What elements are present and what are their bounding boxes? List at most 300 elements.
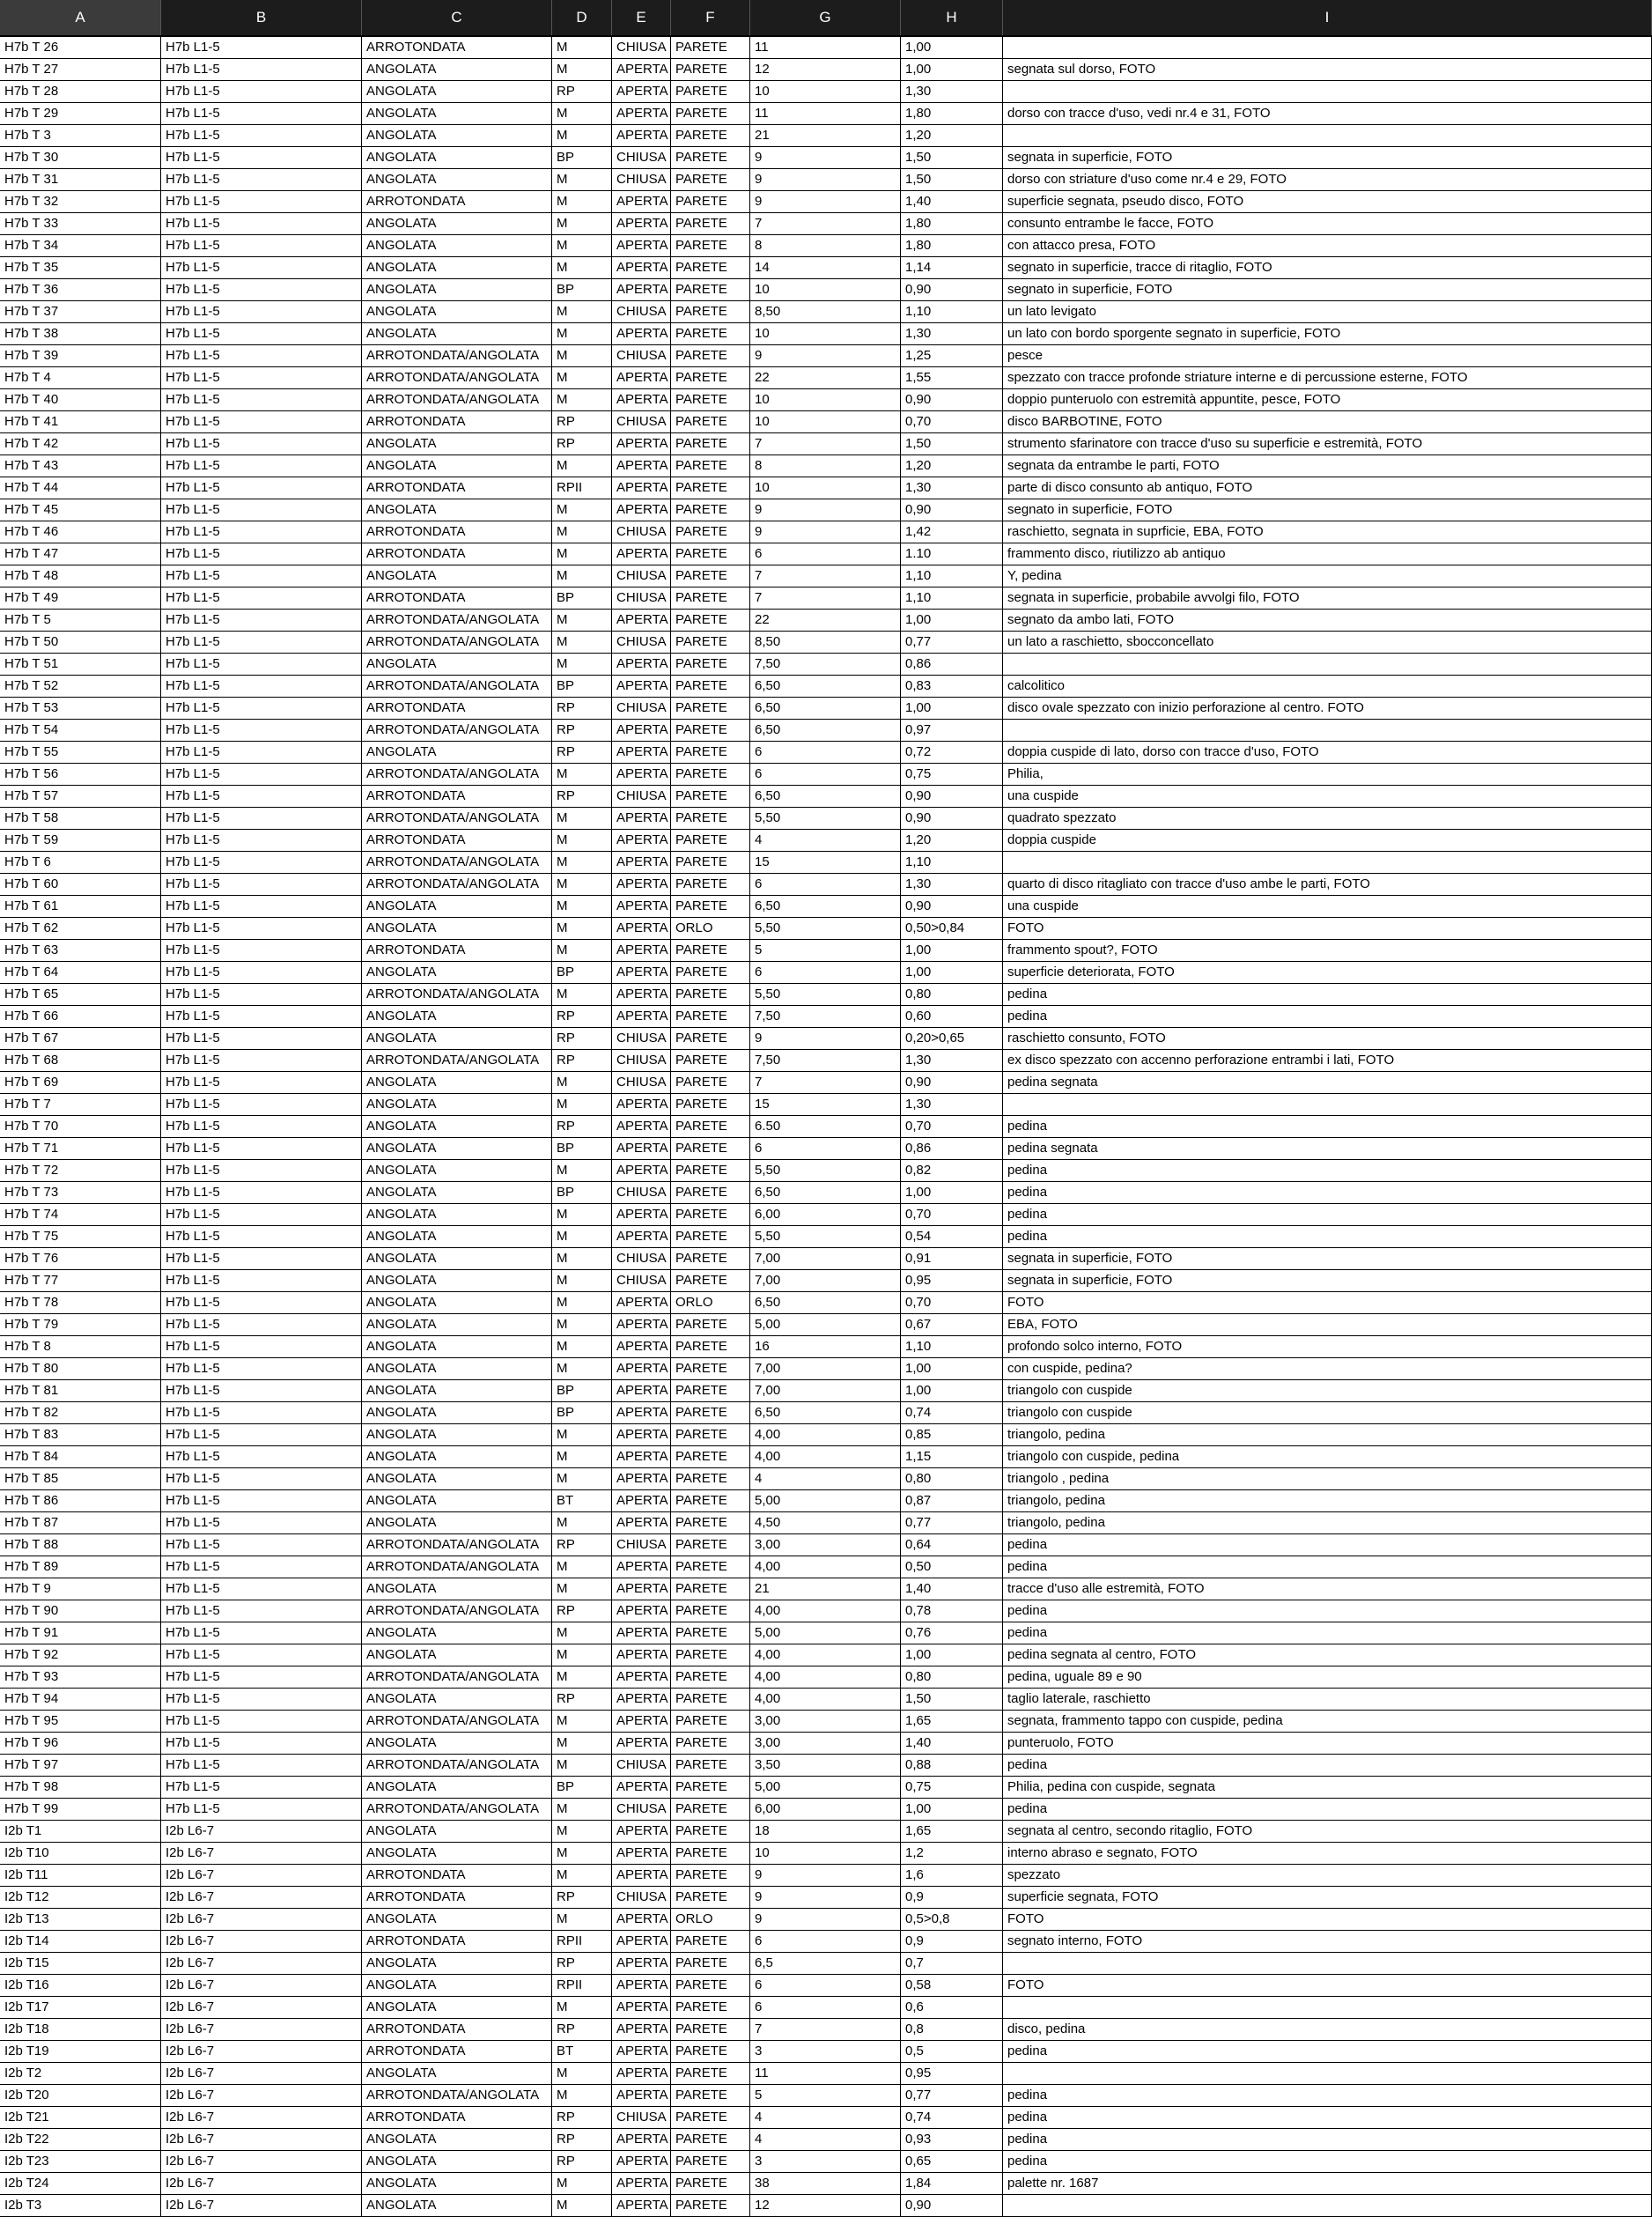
cell-h[interactable]: 1,10 [901,565,1003,587]
cell-e[interactable]: CHIUSA [612,1248,671,1269]
column-header-f[interactable]: F [671,0,750,35]
cell-e[interactable]: CHIUSA [612,632,671,653]
cell-i[interactable]: superficie segnata, FOTO [1003,1887,1652,1908]
cell-h[interactable]: 1,65 [901,1711,1003,1732]
cell-a[interactable]: H7b T 37 [0,301,161,322]
cell-c[interactable]: ANGOLATA [362,1270,552,1291]
cell-i[interactable]: segnata in superficie, FOTO [1003,1270,1652,1291]
cell-a[interactable]: H7b T 36 [0,279,161,300]
cell-f[interactable]: PARETE [671,654,750,675]
column-header-g[interactable]: G [750,0,901,35]
cell-a[interactable]: H7b T 29 [0,103,161,124]
cell-f[interactable]: PARETE [671,1468,750,1489]
cell-i[interactable]: pedina [1003,1006,1652,1027]
cell-f[interactable]: PARETE [671,477,750,499]
cell-h[interactable]: 1,50 [901,1689,1003,1710]
cell-c[interactable]: ARROTONDATA [362,411,552,432]
cell-e[interactable]: APERTA [612,257,671,278]
cell-i[interactable]: pedina [1003,2107,1652,2128]
cell-a[interactable]: H7b T 85 [0,1468,161,1489]
cell-d[interactable]: RP [552,1689,612,1710]
cell-a[interactable]: H7b T 75 [0,1226,161,1247]
cell-e[interactable]: APERTA [612,1138,671,1159]
cell-d[interactable]: BP [552,676,612,697]
cell-b[interactable]: H7b L1-5 [161,1556,362,1578]
cell-c[interactable]: ANGOLATA [362,1953,552,1974]
cell-h[interactable]: 0,75 [901,1777,1003,1798]
cell-a[interactable]: H7b T 94 [0,1689,161,1710]
cell-i[interactable]: pedina [1003,2129,1652,2150]
cell-i[interactable]: pedina [1003,1622,1652,1644]
cell-g[interactable]: 12 [750,2195,901,2216]
cell-d[interactable]: M [552,918,612,939]
cell-d[interactable]: BP [552,1380,612,1401]
cell-b[interactable]: H7b L1-5 [161,984,362,1005]
cell-a[interactable]: H7b T 67 [0,1028,161,1049]
cell-b[interactable]: H7b L1-5 [161,1116,362,1137]
cell-h[interactable]: 1,30 [901,874,1003,895]
cell-a[interactable]: H7b T 34 [0,235,161,256]
cell-i[interactable]: interno abraso e segnato, FOTO [1003,1843,1652,1864]
cell-f[interactable]: PARETE [671,323,750,344]
cell-g[interactable]: 8 [750,455,901,477]
cell-c[interactable]: ARROTONDATA/ANGOLATA [362,1799,552,1820]
cell-e[interactable]: APERTA [612,1711,671,1732]
cell-b[interactable]: H7b L1-5 [161,521,362,543]
cell-i[interactable]: pedina [1003,1226,1652,1247]
cell-d[interactable]: M [552,1292,612,1313]
cell-a[interactable]: H7b T 66 [0,1006,161,1027]
cell-i[interactable]: pedina [1003,1116,1652,1137]
cell-g[interactable]: 15 [750,1094,901,1115]
cell-f[interactable]: PARETE [671,1799,750,1820]
cell-g[interactable]: 6,50 [750,786,901,807]
cell-a[interactable]: H7b T 55 [0,742,161,763]
cell-b[interactable]: I2b L6-7 [161,1909,362,1930]
cell-e[interactable]: APERTA [612,433,671,454]
cell-c[interactable]: ANGOLATA [362,1490,552,1511]
cell-b[interactable]: H7b L1-5 [161,588,362,609]
cell-e[interactable]: APERTA [612,1292,671,1313]
cell-a[interactable]: H7b T 50 [0,632,161,653]
cell-c[interactable]: ANGOLATA [362,103,552,124]
cell-e[interactable]: APERTA [612,1402,671,1423]
cell-h[interactable]: 0,58 [901,1975,1003,1996]
cell-c[interactable]: ANGOLATA [362,1446,552,1467]
cell-f[interactable]: PARETE [671,367,750,388]
cell-h[interactable]: 0,86 [901,1138,1003,1159]
cell-e[interactable]: APERTA [612,654,671,675]
cell-g[interactable]: 7 [750,2019,901,2040]
cell-b[interactable]: I2b L6-7 [161,2151,362,2172]
cell-d[interactable]: M [552,1446,612,1467]
cell-g[interactable]: 5,50 [750,1226,901,1247]
cell-a[interactable]: I2b T22 [0,2129,161,2150]
cell-e[interactable]: APERTA [612,1160,671,1181]
cell-e[interactable]: APERTA [612,1556,671,1578]
cell-b[interactable]: H7b L1-5 [161,698,362,719]
cell-a[interactable]: H7b T 5 [0,610,161,631]
cell-h[interactable]: 0,9 [901,1887,1003,1908]
cell-c[interactable]: ANGOLATA [362,1578,552,1600]
cell-a[interactable]: H7b T 3 [0,125,161,146]
cell-b[interactable]: H7b L1-5 [161,1182,362,1203]
cell-f[interactable]: PARETE [671,1644,750,1666]
cell-i[interactable]: pedina segnata [1003,1072,1652,1093]
cell-b[interactable]: I2b L6-7 [161,2041,362,2062]
cell-f[interactable]: PARETE [671,1755,750,1776]
cell-a[interactable]: H7b T 44 [0,477,161,499]
cell-i[interactable]: segnata in superficie, probabile avvolgi filo, FOTO [1003,588,1652,609]
cell-d[interactable]: M [552,235,612,256]
cell-i[interactable]: dorso con tracce d'uso, vedi nr.4 e 31, FOTO [1003,103,1652,124]
cell-e[interactable]: APERTA [612,103,671,124]
cell-f[interactable]: PARETE [671,1116,750,1137]
cell-f[interactable]: PARETE [671,257,750,278]
cell-e[interactable]: CHIUSA [612,1072,671,1093]
cell-d[interactable]: M [552,345,612,366]
cell-c[interactable]: ARROTONDATA/ANGOLATA [362,852,552,873]
cell-c[interactable]: ANGOLATA [362,565,552,587]
cell-e[interactable]: APERTA [612,1578,671,1600]
cell-h[interactable]: 0,90 [901,279,1003,300]
cell-a[interactable]: H7b T 47 [0,543,161,565]
cell-d[interactable]: RP [552,1028,612,1049]
cell-h[interactable]: 0,87 [901,1490,1003,1511]
cell-d[interactable]: M [552,1160,612,1181]
cell-i[interactable]: Philia, pedina con cuspide, segnata [1003,1777,1652,1798]
cell-i[interactable]: segnata da entrambe le parti, FOTO [1003,455,1652,477]
cell-c[interactable]: ARROTONDATA [362,1931,552,1952]
cell-c[interactable]: ANGOLATA [362,213,552,234]
cell-f[interactable]: PARETE [671,1512,750,1533]
cell-g[interactable]: 4 [750,830,901,851]
cell-a[interactable]: H7b T 90 [0,1600,161,1622]
cell-d[interactable]: M [552,1733,612,1754]
cell-d[interactable]: M [552,301,612,322]
cell-d[interactable]: M [552,874,612,895]
cell-i[interactable]: spezzato [1003,1865,1652,1886]
cell-a[interactable]: H7b T 83 [0,1424,161,1445]
cell-g[interactable]: 3,50 [750,1755,901,1776]
cell-a[interactable]: H7b T 63 [0,940,161,961]
cell-h[interactable]: 1,40 [901,1733,1003,1754]
cell-i[interactable]: segnato da ambo lati, FOTO [1003,610,1652,631]
cell-b[interactable]: H7b L1-5 [161,125,362,146]
cell-f[interactable]: PARETE [671,940,750,961]
cell-d[interactable]: M [552,1666,612,1688]
cell-i[interactable] [1003,1094,1652,1115]
cell-g[interactable]: 9 [750,1887,901,1908]
cell-h[interactable]: 0,80 [901,1468,1003,1489]
cell-a[interactable]: H7b T 65 [0,984,161,1005]
cell-h[interactable]: 1,00 [901,940,1003,961]
cell-b[interactable]: H7b L1-5 [161,962,362,983]
cell-g[interactable]: 3 [750,2041,901,2062]
cell-c[interactable]: ANGOLATA [362,1094,552,1115]
cell-c[interactable]: ARROTONDATA/ANGOLATA [362,1534,552,1556]
cell-i[interactable] [1003,654,1652,675]
cell-f[interactable]: PARETE [671,1821,750,1842]
cell-c[interactable]: ANGOLATA [362,1997,552,2018]
cell-h[interactable]: 0,67 [901,1314,1003,1335]
cell-e[interactable]: CHIUSA [612,1887,671,1908]
cell-a[interactable]: H7b T 62 [0,918,161,939]
cell-h[interactable]: 0,8 [901,2019,1003,2040]
cell-i[interactable]: triangolo con cuspide, pedina [1003,1446,1652,1467]
cell-b[interactable]: H7b L1-5 [161,808,362,829]
cell-e[interactable]: CHIUSA [612,1270,671,1291]
cell-g[interactable]: 7,50 [750,654,901,675]
cell-a[interactable]: H7b T 35 [0,257,161,278]
cell-e[interactable]: APERTA [612,1997,671,2018]
cell-b[interactable]: H7b L1-5 [161,411,362,432]
cell-f[interactable]: PARETE [671,411,750,432]
cell-e[interactable]: APERTA [612,1226,671,1247]
cell-g[interactable]: 3,00 [750,1711,901,1732]
cell-i[interactable]: segnata al centro, secondo ritaglio, FOTO [1003,1821,1652,1842]
cell-e[interactable]: APERTA [612,830,671,851]
cell-g[interactable]: 9 [750,169,901,190]
cell-i[interactable]: pedina [1003,1160,1652,1181]
cell-c[interactable]: ANGOLATA [362,1975,552,1996]
cell-f[interactable]: ORLO [671,1292,750,1313]
cell-a[interactable]: H7b T 88 [0,1534,161,1556]
cell-e[interactable]: APERTA [612,1204,671,1225]
cell-a[interactable]: I2b T24 [0,2173,161,2194]
cell-d[interactable]: RP [552,1953,612,1974]
cell-d[interactable]: M [552,2085,612,2106]
cell-h[interactable]: 1,30 [901,323,1003,344]
cell-i[interactable]: pedina [1003,1755,1652,1776]
cell-i[interactable]: raschietto consunto, FOTO [1003,1028,1652,1049]
cell-g[interactable]: 21 [750,1578,901,1600]
cell-a[interactable]: H7b T 86 [0,1490,161,1511]
cell-i[interactable]: un lato levigato [1003,301,1652,322]
cell-d[interactable]: RP [552,2107,612,2128]
cell-g[interactable]: 8 [750,235,901,256]
cell-e[interactable]: APERTA [612,279,671,300]
cell-c[interactable]: ANGOLATA [362,1512,552,1533]
cell-c[interactable]: ANGOLATA [362,499,552,521]
cell-b[interactable]: H7b L1-5 [161,1777,362,1798]
cell-d[interactable]: M [552,499,612,521]
cell-i[interactable]: dorso con striature d'uso come nr.4 e 29, FOTO [1003,169,1652,190]
cell-d[interactable]: BT [552,2041,612,2062]
cell-a[interactable]: H7b T 87 [0,1512,161,1533]
cell-c[interactable]: ANGOLATA [362,1909,552,1930]
cell-a[interactable]: H7b T 81 [0,1380,161,1401]
cell-i[interactable]: taglio laterale, raschietto [1003,1689,1652,1710]
cell-f[interactable]: PARETE [671,1578,750,1600]
cell-b[interactable]: H7b L1-5 [161,1138,362,1159]
cell-d[interactable]: BP [552,1777,612,1798]
cell-a[interactable]: H7b T 64 [0,962,161,983]
cell-i[interactable]: segnata in superficie, FOTO [1003,147,1652,168]
cell-e[interactable]: CHIUSA [612,345,671,366]
cell-g[interactable]: 7,50 [750,1006,901,1027]
cell-b[interactable]: H7b L1-5 [161,1358,362,1379]
cell-h[interactable]: 0,85 [901,1424,1003,1445]
cell-h[interactable]: 1,80 [901,213,1003,234]
column-header-a[interactable]: A [0,0,161,35]
cell-d[interactable]: BP [552,1182,612,1203]
cell-c[interactable]: ARROTONDATA/ANGOLATA [362,610,552,631]
cell-b[interactable]: H7b L1-5 [161,1248,362,1269]
cell-f[interactable]: PARETE [671,433,750,454]
cell-g[interactable]: 9 [750,345,901,366]
cell-g[interactable]: 10 [750,477,901,499]
cell-e[interactable]: APERTA [612,2041,671,2062]
cell-h[interactable]: 1,00 [901,1799,1003,1820]
cell-b[interactable]: H7b L1-5 [161,433,362,454]
cell-e[interactable]: APERTA [612,389,671,410]
cell-e[interactable]: APERTA [612,499,671,521]
cell-h[interactable]: 0,72 [901,742,1003,763]
cell-e[interactable]: APERTA [612,81,671,102]
cell-i[interactable]: disco ovale spezzato con inizio perforazione al centro. FOTO [1003,698,1652,719]
cell-a[interactable]: H7b T 58 [0,808,161,829]
cell-c[interactable]: ARROTONDATA/ANGOLATA [362,764,552,785]
cell-d[interactable]: RP [552,81,612,102]
cell-d[interactable]: RP [552,1534,612,1556]
cell-f[interactable]: PARETE [671,786,750,807]
cell-h[interactable]: 1,00 [901,962,1003,983]
cell-f[interactable]: PARETE [671,2129,750,2150]
cell-d[interactable]: M [552,1204,612,1225]
cell-d[interactable]: M [552,1711,612,1732]
cell-c[interactable]: ARROTONDATA [362,543,552,565]
cell-h[interactable]: 1,00 [901,37,1003,58]
cell-i[interactable] [1003,852,1652,873]
cell-g[interactable]: 38 [750,2173,901,2194]
cell-i[interactable]: calcolitico [1003,676,1652,697]
cell-b[interactable]: H7b L1-5 [161,1336,362,1357]
column-header-i[interactable]: I [1003,0,1652,35]
cell-b[interactable]: I2b L6-7 [161,2085,362,2106]
cell-g[interactable]: 12 [750,59,901,80]
cell-b[interactable]: H7b L1-5 [161,345,362,366]
cell-f[interactable]: PARETE [671,764,750,785]
cell-g[interactable]: 3,00 [750,1733,901,1754]
cell-d[interactable]: BP [552,588,612,609]
cell-f[interactable]: PARETE [671,1204,750,1225]
cell-i[interactable]: con attacco presa, FOTO [1003,235,1652,256]
cell-h[interactable]: 1.10 [901,543,1003,565]
cell-c[interactable]: ARROTONDATA [362,521,552,543]
cell-e[interactable]: APERTA [612,1821,671,1842]
cell-c[interactable]: ANGOLATA [362,1248,552,1269]
cell-g[interactable]: 9 [750,521,901,543]
cell-f[interactable]: PARETE [671,1336,750,1357]
column-header-c[interactable]: C [362,0,552,35]
cell-d[interactable]: M [552,654,612,675]
cell-b[interactable]: H7b L1-5 [161,1711,362,1732]
cell-b[interactable]: I2b L6-7 [161,1887,362,1908]
cell-d[interactable]: M [552,1226,612,1247]
cell-c[interactable]: ANGOLATA [362,1843,552,1864]
cell-a[interactable]: H7b T 72 [0,1160,161,1181]
cell-f[interactable]: PARETE [671,1380,750,1401]
cell-b[interactable]: I2b L6-7 [161,1865,362,1886]
cell-c[interactable]: ANGOLATA [362,455,552,477]
cell-f[interactable]: PARETE [671,676,750,697]
cell-h[interactable]: 0,90 [901,808,1003,829]
cell-d[interactable]: M [552,1556,612,1578]
cell-i[interactable] [1003,1997,1652,2018]
cell-i[interactable]: pedina [1003,2041,1652,2062]
cell-h[interactable]: 1,10 [901,852,1003,873]
cell-d[interactable]: M [552,764,612,785]
cell-c[interactable]: ANGOLATA [362,1689,552,1710]
cell-a[interactable]: H7b T 39 [0,345,161,366]
cell-e[interactable]: APERTA [612,896,671,917]
cell-c[interactable]: ARROTONDATA/ANGOLATA [362,984,552,1005]
cell-i[interactable]: punteruolo, FOTO [1003,1733,1652,1754]
cell-a[interactable]: I2b T13 [0,1909,161,1930]
cell-e[interactable]: APERTA [612,191,671,212]
cell-a[interactable]: H7b T 7 [0,1094,161,1115]
cell-g[interactable]: 10 [750,279,901,300]
cell-h[interactable]: 1,30 [901,477,1003,499]
cell-f[interactable]: PARETE [671,1843,750,1864]
cell-e[interactable]: APERTA [612,213,671,234]
cell-b[interactable]: H7b L1-5 [161,1689,362,1710]
cell-d[interactable]: M [552,1865,612,1886]
cell-d[interactable]: RP [552,1887,612,1908]
cell-b[interactable]: H7b L1-5 [161,1666,362,1688]
cell-d[interactable]: M [552,1644,612,1666]
cell-d[interactable]: M [552,125,612,146]
cell-c[interactable]: ANGOLATA [362,1314,552,1335]
cell-h[interactable]: 1,00 [901,1358,1003,1379]
cell-c[interactable]: ARROTONDATA [362,2041,552,2062]
cell-h[interactable]: 1,00 [901,1380,1003,1401]
cell-e[interactable]: CHIUSA [612,1182,671,1203]
cell-e[interactable]: APERTA [612,720,671,741]
cell-b[interactable]: H7b L1-5 [161,1512,362,1533]
cell-h[interactable]: 0,77 [901,1512,1003,1533]
cell-i[interactable]: con cuspide, pedina? [1003,1358,1652,1379]
cell-a[interactable]: H7b T 79 [0,1314,161,1335]
cell-g[interactable]: 6,50 [750,1182,901,1203]
cell-b[interactable]: H7b L1-5 [161,301,362,322]
cell-c[interactable]: ARROTONDATA [362,2107,552,2128]
cell-b[interactable]: H7b L1-5 [161,235,362,256]
cell-h[interactable]: 1,40 [901,191,1003,212]
cell-h[interactable]: 0,88 [901,1755,1003,1776]
cell-f[interactable]: PARETE [671,1622,750,1644]
cell-e[interactable]: APERTA [612,1733,671,1754]
cell-e[interactable]: CHIUSA [612,1799,671,1820]
cell-b[interactable]: H7b L1-5 [161,632,362,653]
cell-f[interactable]: PARETE [671,852,750,873]
cell-h[interactable]: 0,9 [901,1931,1003,1952]
cell-a[interactable]: H7b T 92 [0,1644,161,1666]
cell-i[interactable]: triangolo, pedina [1003,1424,1652,1445]
cell-b[interactable]: H7b L1-5 [161,1204,362,1225]
cell-d[interactable]: M [552,37,612,58]
cell-g[interactable]: 4,00 [750,1689,901,1710]
cell-a[interactable]: H7b T 30 [0,147,161,168]
cell-f[interactable]: PARETE [671,2063,750,2084]
cell-c[interactable]: ARROTONDATA [362,698,552,719]
cell-b[interactable]: H7b L1-5 [161,1072,362,1093]
cell-b[interactable]: H7b L1-5 [161,213,362,234]
cell-b[interactable]: H7b L1-5 [161,1380,362,1401]
cell-f[interactable]: PARETE [671,1534,750,1556]
cell-b[interactable]: I2b L6-7 [161,1931,362,1952]
